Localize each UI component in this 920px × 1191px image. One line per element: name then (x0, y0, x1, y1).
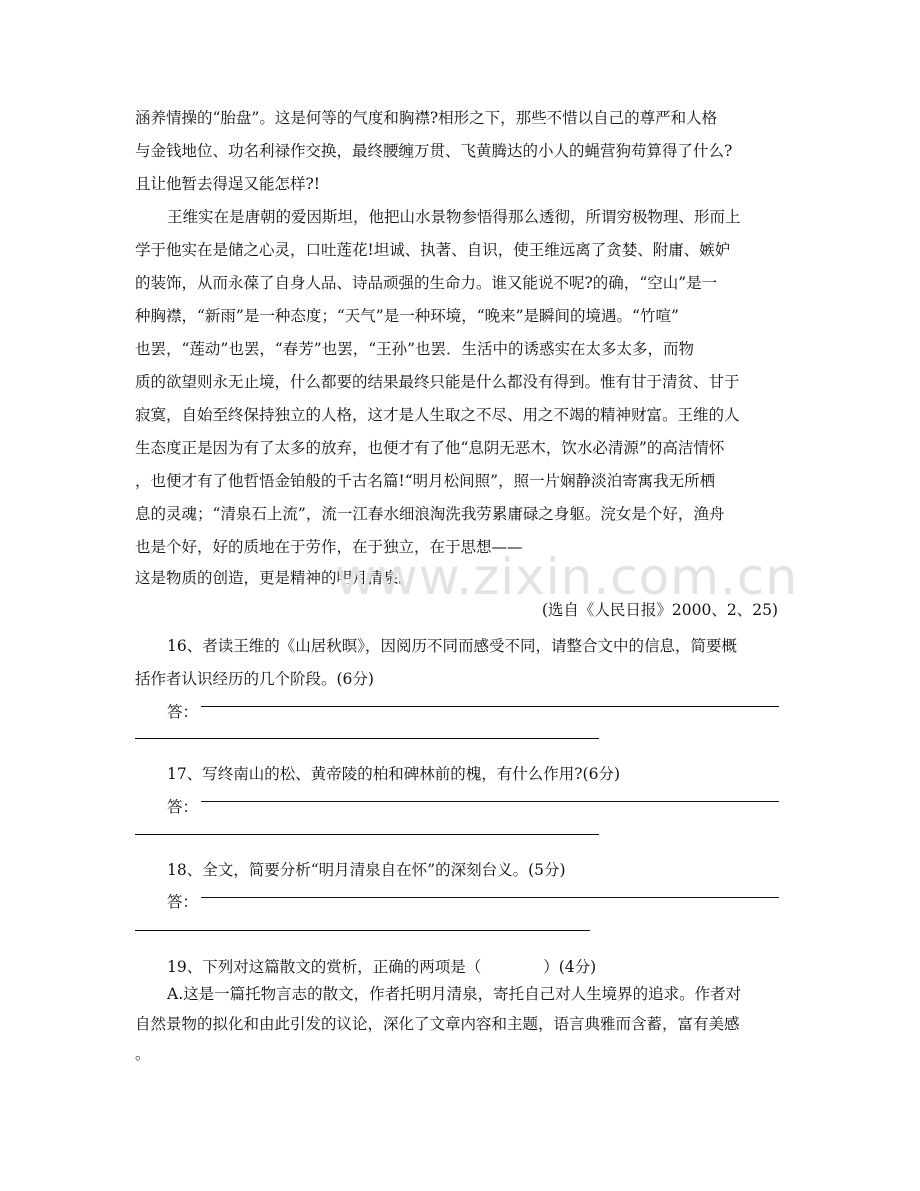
question-19: 19、下列对这篇散文的赏析，正确的两项是（ ）(4分) (167, 958, 597, 976)
answer-line[interactable] (135, 834, 599, 835)
passage-line: 涵养情操的“胎盘”。这是何等的气度和胸襟?相形之下，那些不惜以自己的尊严和人格 (135, 109, 718, 127)
passage-line: 寂寞，自始至终保持独立的人格，这才是人生取之不尽、用之不竭的精神财富。王维的人 (135, 406, 740, 424)
passage-line: 这是物质的创造，更是精神的明月清泉。 (135, 569, 415, 587)
passage-line: ，也便才有了他哲悟金铂般的千古名篇!“明月松间照”，照一片娴静淡泊寄寓我无所栖 (135, 472, 716, 490)
passage-line: 学于他实在是储之心灵，口吐莲花!坦诚、执著、自识，使王维远离了贪婪、附庸、嫉妒 (135, 241, 731, 259)
answer-line[interactable] (201, 897, 779, 898)
passage-line: 与金钱地位、功名利禄作交换，最终腰缠万贯、飞黄腾达的小人的蝇营狗苟算得了什么? (135, 142, 733, 160)
passage-line: 种胸襟，“新雨”是一种态度；“天气”是一种环境，“晚来”是瞬间的境遇。“竹喧” (135, 307, 679, 325)
answer-line[interactable] (135, 738, 599, 739)
passage-line: 生态度正是因为有了太多的放弃，也便才有了他“息阴无恶木，饮水必清源”的高洁情怀 (135, 439, 725, 457)
passage-line: 的装饰，从而永葆了自身人品、诗品顽强的生命力。谁又能说不呢?的确，“空山”是一 (135, 274, 718, 292)
option-a-line: A.这是一篇托物言志的散文，作者托明月清泉，寄托自己对人生境界的追求。作者对 (167, 985, 742, 1003)
answer-line[interactable] (135, 930, 590, 931)
source-citation: (选自《人民日报》2000、2、25) (541, 601, 778, 619)
question-16-line: 括作者认识经历的几个阶段。(6分) (135, 670, 374, 688)
question-16-line: 16、者读王维的《山居秋暝》，因阅历不同而感受不同，请整合文中的信息，简要概 (167, 637, 737, 655)
passage-line: 也是个好，好的质地在于劳作，在于独立，在于思想—— (135, 538, 523, 556)
option-a-line: 自然景物的拟化和由此引发的议论，深化了文章内容和主题，语言典雅而含蓄，富有美感 (135, 1015, 740, 1033)
option-a-line: 。 (135, 1045, 151, 1063)
answer-label: 答： (167, 703, 199, 721)
answer-label: 答： (167, 798, 199, 816)
passage-line: 王维实在是唐朝的爱因斯坦，他把山水景物参悟得那么透彻，所谓穷极物理、形而上 (167, 208, 741, 226)
passage-line: 质的欲望则永无止境，什么都要的结果最终只能是什么都没有得到。惟有甘于清贫、甘于 (135, 373, 740, 391)
passage-line: 也罢，“莲动”也罢，“春芳”也罢，“王孙”也罢．生活中的诱惑实在太多太多，而物 (135, 340, 695, 358)
answer-label: 答： (167, 893, 199, 911)
answer-line[interactable] (201, 801, 779, 802)
question-18: 18、全文，简要分析“明月清泉自在怀”的深刻台义。(5分) (167, 861, 566, 879)
passage-line: 息的灵魂；“清泉石上流”，流一江春水细浪淘洗我劳累庸碌之身躯。浣女是个好，渔舟 (135, 505, 725, 523)
watermark: www.zixin.com.cn (335, 548, 799, 606)
question-17: 17、写终南山的松、黄帝陵的柏和碑林前的槐，有什么作用?(6分) (167, 765, 620, 783)
passage-line: 且让他暂去得逞又能怎样?! (135, 175, 321, 193)
answer-line[interactable] (201, 706, 779, 707)
